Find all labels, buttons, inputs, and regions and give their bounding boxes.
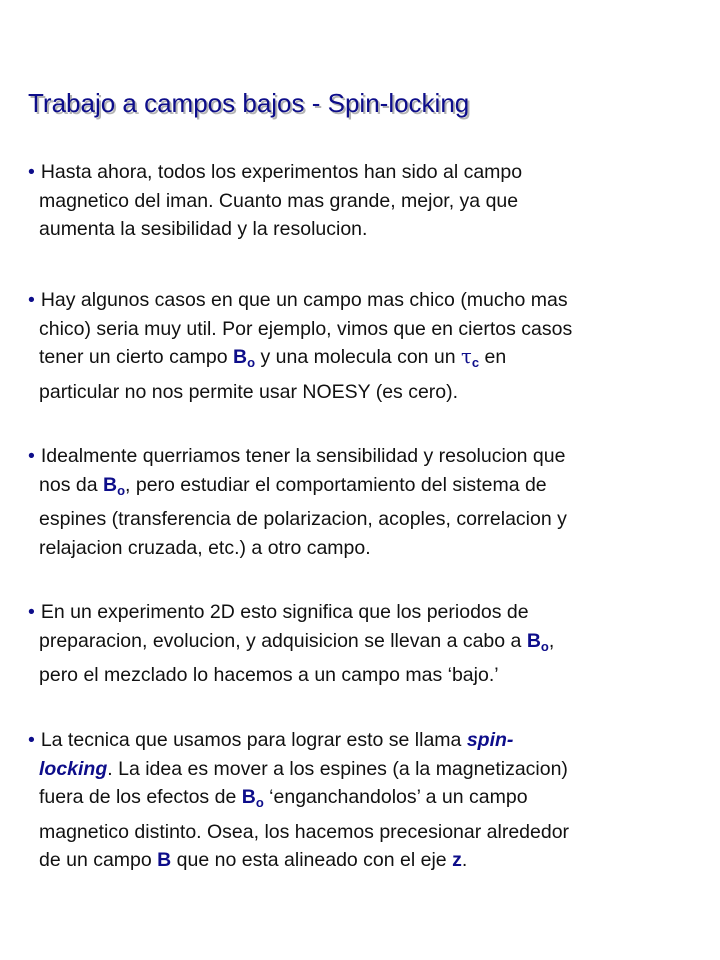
bullet-3-line-2 <box>28 471 704 506</box>
text: fuera de los efectos de <box>39 786 242 808</box>
bullet-5-line-5 <box>28 846 704 875</box>
text: en <box>479 346 507 368</box>
text: y una molecula con un <box>255 346 462 368</box>
field-b-symbol: B <box>241 786 256 808</box>
subscript-o: o <box>540 638 549 654</box>
subscript-c: c <box>471 355 480 370</box>
bullet-dot: • <box>28 289 35 311</box>
text: . La idea es mover a los espines (a la magnetizacion) <box>107 757 568 780</box>
subscript-o: o <box>117 482 126 498</box>
field-b-symbol: B <box>526 629 541 652</box>
field-b-symbol: B <box>102 473 118 496</box>
bullet-4-line-1: En un experimento 2D esto significa que los periodos de <box>40 601 529 623</box>
bullet-dot: • <box>28 161 35 183</box>
bullet-4-line-3: pero el mezclado lo hacemos a un campo mas ‘bajo.’ <box>39 664 499 686</box>
bullet-2-line-2: chico) seria muy util. Por ejemplo, vimos que en ciertos casos <box>39 317 573 340</box>
slide-title: Trabajo a campos bajos - Spin-locking <box>28 88 470 118</box>
bullet-4 <box>28 598 704 690</box>
spin-locking-term: spin- <box>466 729 514 751</box>
text: de un campo <box>39 849 158 871</box>
text: nos da <box>39 473 103 496</box>
bullet-3 <box>28 442 704 562</box>
spin-locking-term: locking <box>39 757 108 780</box>
text: ‘enganchandolos’ a un campo <box>263 786 528 808</box>
bullet-3-line-1: Idealmente querriamos tener la sensibilidad y resolucion que <box>40 445 566 467</box>
bullet-1-line-2: magnetico del iman. Cuanto mas grande, mejor, ya que <box>39 189 519 212</box>
bullet-3-line-3: espines (transferencia de polarizacion, acoples, correlacion y <box>39 508 567 530</box>
bullet-4-line-2 <box>28 627 704 662</box>
bullet-dot: • <box>28 729 35 751</box>
text: preparacion, evolucion, y adquisicion se llevan a cabo a <box>39 629 527 652</box>
field-b-symbol: B <box>157 849 172 871</box>
bullet-1 <box>28 158 704 244</box>
subscript-o: o <box>255 795 264 810</box>
bullet-2-line-4: particular no nos permite usar NOESY (es cero). <box>39 380 459 403</box>
bullet-dot: • <box>28 445 35 467</box>
bullet-2 <box>28 286 704 406</box>
bullet-5-line-4: magnetico distinto. Osea, los hacemos precesionar alrededor <box>39 820 570 843</box>
bullet-1-line-3: aumenta la sesibilidad y la resolucion. <box>39 218 368 240</box>
subscript-o: o <box>247 355 256 370</box>
text: . <box>461 849 468 871</box>
text: tener un cierto campo <box>39 346 234 368</box>
field-b-symbol: B <box>233 346 248 368</box>
bullet-5-line-1: La tecnica que usamos para lograr esto se llama <box>40 729 467 751</box>
z-axis-symbol: z <box>452 849 462 871</box>
bullet-dot: • <box>28 601 35 623</box>
bullet-1-line-1: Hasta ahora, todos los experimentos han sido al campo <box>40 161 523 183</box>
tau-symbol: τ <box>461 345 472 368</box>
bullet-5 <box>28 726 704 875</box>
text: , pero estudiar el comportamiento del sistema de <box>125 473 547 496</box>
text: , <box>548 629 555 652</box>
bullet-2-line-1: Hay algunos casos en que un campo mas chico (mucho mas <box>40 289 568 311</box>
text: que no esta alineado con el eje <box>171 849 453 871</box>
bullet-2-line-3 <box>28 343 704 378</box>
bullet-5-line-3 <box>28 783 704 818</box>
bullet-3-line-4: relajacion cruzada, etc.) a otro campo. <box>39 536 371 559</box>
bullet-5-line-2 <box>28 755 704 784</box>
